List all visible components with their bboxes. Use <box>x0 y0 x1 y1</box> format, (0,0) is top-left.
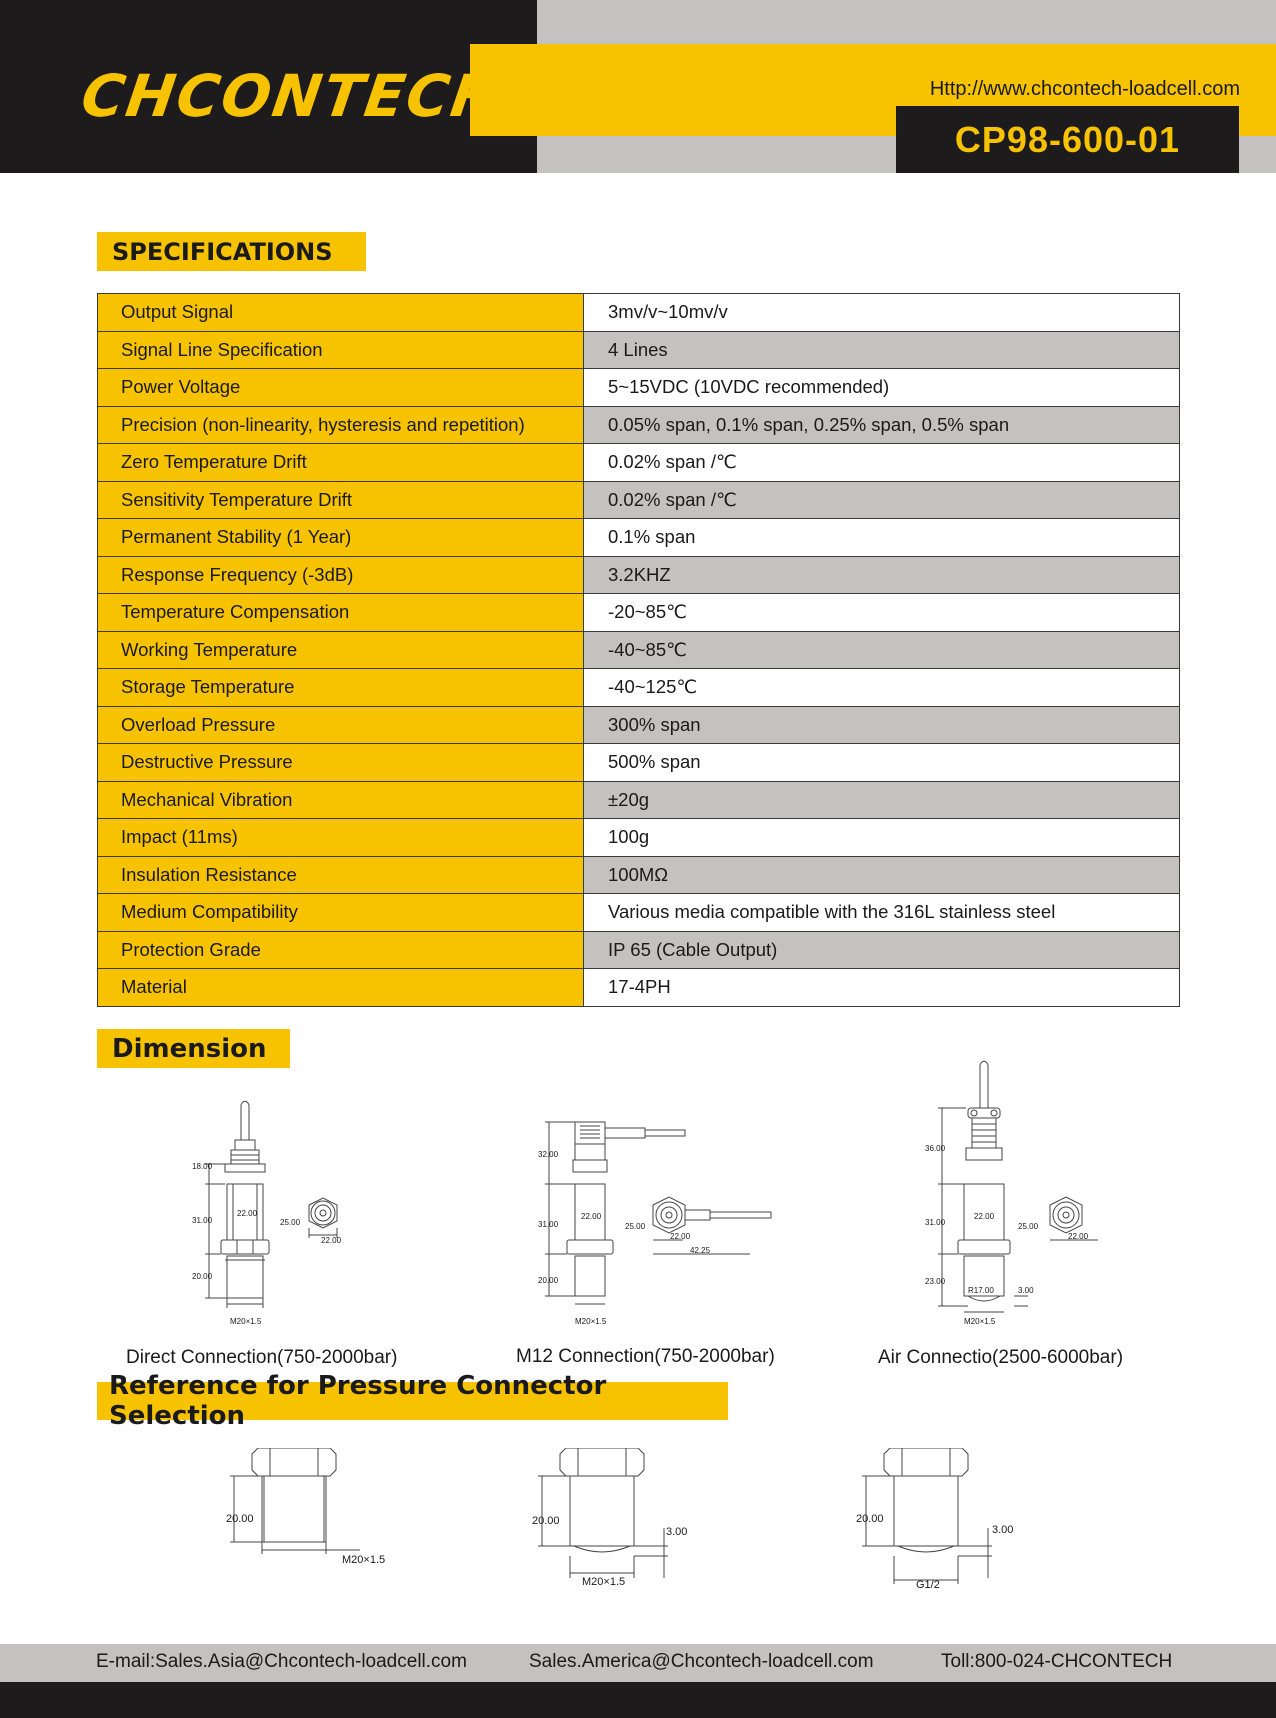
spec-value: 0.1% span <box>584 519 1180 557</box>
reference-heading: Reference for Pressure Connector Selection <box>97 1382 728 1420</box>
spec-row <box>98 894 1180 932</box>
dim-label: 31.00 <box>538 1220 559 1229</box>
caption-direct-connection: Direct Connection(750-2000bar) <box>126 1347 398 1368</box>
spec-row <box>98 519 1180 557</box>
spec-label: Temperature Compensation <box>98 594 584 632</box>
dimension-heading: Dimension <box>97 1029 290 1068</box>
spec-label: Medium Compatibility <box>98 894 584 932</box>
connector-m20-cone <box>518 1448 718 1598</box>
specifications-table <box>97 293 1180 1007</box>
spec-label: Working Temperature <box>98 631 584 669</box>
dim-label: 25.00 <box>280 1218 301 1227</box>
ref-dim-label: 20.00 <box>226 1513 254 1525</box>
dim-label: 25.00 <box>625 1222 646 1231</box>
dim-label: 20.00 <box>538 1276 559 1285</box>
ref-dim-label: 20.00 <box>856 1513 884 1525</box>
spec-value: 0.02% span /℃ <box>584 481 1180 519</box>
spec-value: 17-4PH <box>584 969 1180 1007</box>
spec-value: -20~85℃ <box>584 594 1180 632</box>
ref-dim-label: M20×1.5 <box>342 1554 386 1566</box>
dim-label: 36.00 <box>925 1144 946 1153</box>
dim-label: M20×1.5 <box>575 1317 607 1326</box>
spec-label: Response Frequency (-3dB) <box>98 556 584 594</box>
spec-row <box>98 481 1180 519</box>
spec-label: Output Signal <box>98 294 584 332</box>
spec-row <box>98 856 1180 894</box>
spec-row <box>98 406 1180 444</box>
drawing-air-connection <box>918 1060 1118 1330</box>
spec-label: Precision (non-linearity, hysteresis and repetition) <box>98 406 584 444</box>
dim-label: 22.00 <box>237 1209 258 1218</box>
dim-label: 22.00 <box>670 1232 691 1241</box>
brand-logo: CHCONTECH <box>77 62 507 130</box>
spec-value: 0.05% span, 0.1% span, 0.25% span, 0.5% span <box>584 406 1180 444</box>
spec-row <box>98 331 1180 369</box>
spec-label: Sensitivity Temperature Drift <box>98 481 584 519</box>
spec-row <box>98 706 1180 744</box>
ref-dim-label: 3.00 <box>666 1526 688 1538</box>
spec-label: Mechanical Vibration <box>98 781 584 819</box>
ref-dim-label: M20×1.5 <box>582 1576 626 1588</box>
spec-label: Signal Line Specification <box>98 331 584 369</box>
dim-label: 22.00 <box>321 1236 342 1245</box>
spec-row <box>98 444 1180 482</box>
spec-value: 3.2KHZ <box>584 556 1180 594</box>
spec-value: IP 65 (Cable Output) <box>584 931 1180 969</box>
spec-label: Material <box>98 969 584 1007</box>
drawing-direct-connection <box>185 1100 365 1332</box>
dim-label: 22.00 <box>974 1212 995 1221</box>
dim-label: 22.00 <box>581 1212 602 1221</box>
spec-row <box>98 669 1180 707</box>
caption-air-connection: Air Connectio(2500-6000bar) <box>878 1347 1124 1368</box>
spec-label: Zero Temperature Drift <box>98 444 584 482</box>
spec-value: 5~15VDC (10VDC recommended) <box>584 369 1180 407</box>
spec-row <box>98 594 1180 632</box>
spec-row <box>98 369 1180 407</box>
spec-value: 100g <box>584 819 1180 857</box>
dim-label: M20×1.5 <box>230 1317 262 1326</box>
spec-label: Permanent Stability (1 Year) <box>98 519 584 557</box>
ref-dim-label: G1/2 <box>916 1579 940 1591</box>
spec-value: -40~85℃ <box>584 631 1180 669</box>
dim-label: 31.00 <box>192 1216 213 1225</box>
dim-label: 18.00 <box>192 1162 213 1171</box>
spec-value: 0.02% span /℃ <box>584 444 1180 482</box>
email-asia[interactable]: E-mail:Sales.Asia@Chcontech-loadcell.com <box>96 1651 467 1672</box>
spec-row <box>98 631 1180 669</box>
dim-label: 3.00 <box>1018 1286 1034 1295</box>
spec-value: ±20g <box>584 781 1180 819</box>
caption-m12-connection: M12 Connection(750-2000bar) <box>516 1346 775 1367</box>
spec-label: Storage Temperature <box>98 669 584 707</box>
spec-label: Impact (11ms) <box>98 819 584 857</box>
spec-row <box>98 744 1180 782</box>
spec-row <box>98 819 1180 857</box>
dim-label: 25.00 <box>1018 1222 1039 1231</box>
spec-label: Insulation Resistance <box>98 856 584 894</box>
spec-value: 4 Lines <box>584 331 1180 369</box>
dim-label: R17.00 <box>968 1286 994 1295</box>
model-number: CP98-600-01 <box>954 118 1181 160</box>
dim-label: 23.00 <box>925 1277 946 1286</box>
spec-label: Overload Pressure <box>98 706 584 744</box>
connector-m20-flat <box>210 1448 410 1568</box>
ref-dim-label: 3.00 <box>992 1524 1014 1536</box>
spec-row <box>98 294 1180 332</box>
dim-label: 20.00 <box>192 1272 213 1281</box>
spec-value: -40~125℃ <box>584 669 1180 707</box>
dim-label: 31.00 <box>925 1218 946 1227</box>
spec-label: Destructive Pressure <box>98 744 584 782</box>
connector-g12 <box>842 1448 1042 1598</box>
spec-row <box>98 781 1180 819</box>
drawing-m12-connection <box>535 1100 785 1332</box>
spec-row <box>98 969 1180 1007</box>
website-url[interactable]: Http://www.chcontech-loadcell.com <box>929 78 1240 100</box>
spec-label: Power Voltage <box>98 369 584 407</box>
spec-label: Protection Grade <box>98 931 584 969</box>
model-badge <box>896 106 1239 173</box>
spec-row <box>98 556 1180 594</box>
spec-value: 500% span <box>584 744 1180 782</box>
ref-dim-label: 20.00 <box>532 1515 560 1527</box>
specifications-heading: SPECIFICATIONS <box>97 232 366 271</box>
toll-number: Toll:800-024-CHCONTECH <box>941 1651 1173 1672</box>
footer-black-band <box>0 1682 1276 1718</box>
spec-value: Various media compatible with the 316L stainless steel <box>584 894 1180 932</box>
spec-value: 3mv/v~10mv/v <box>584 294 1180 332</box>
dim-label: 32.00 <box>538 1150 559 1159</box>
email-america[interactable]: Sales.America@Chcontech-loadcell.com <box>529 1651 874 1672</box>
spec-row <box>98 931 1180 969</box>
spec-value: 100MΩ <box>584 856 1180 894</box>
dim-label: M20×1.5 <box>964 1317 996 1326</box>
spec-value: 300% span <box>584 706 1180 744</box>
dim-label: 22.00 <box>1068 1232 1089 1241</box>
dim-label: 42.25 <box>690 1246 711 1255</box>
